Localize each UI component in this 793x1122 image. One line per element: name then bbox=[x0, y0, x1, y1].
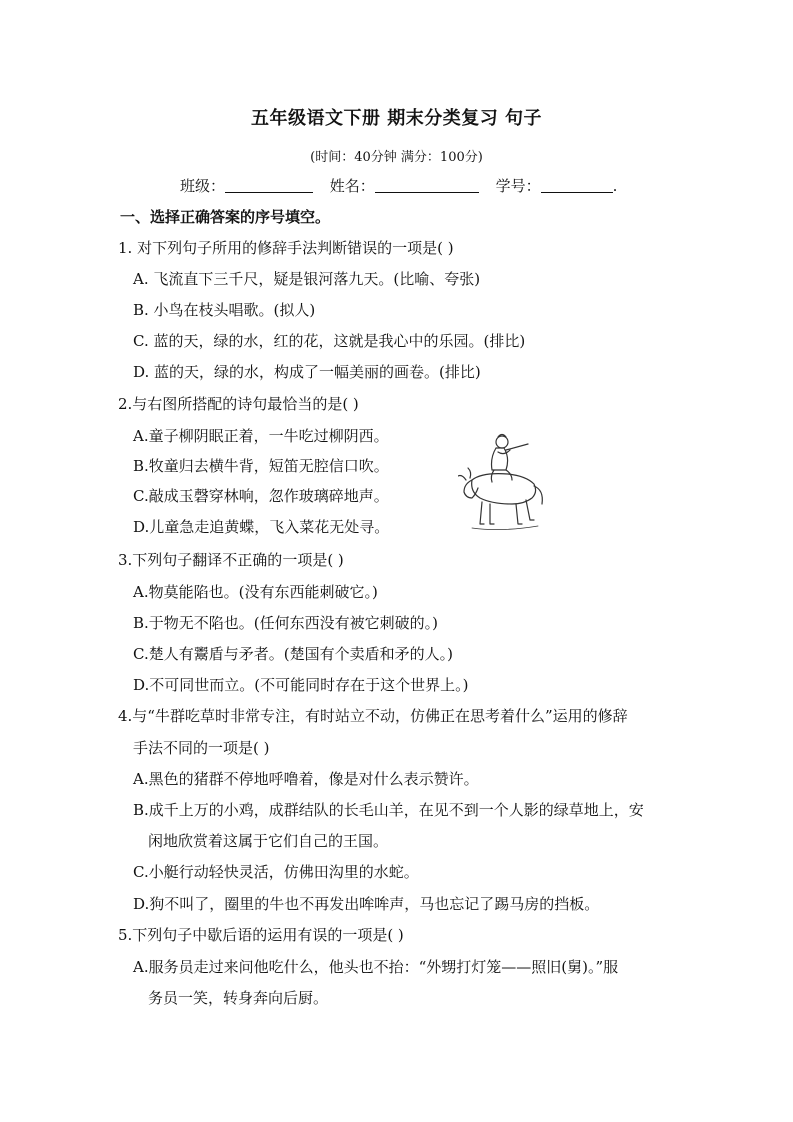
name-blank bbox=[375, 178, 479, 193]
number-blank bbox=[541, 178, 613, 193]
question-1-stem: 1. 对下列句子所用的修辞手法判断错误的一项是( ) bbox=[118, 239, 454, 257]
question-5-option-a-line1: A.服务员走过来问他吃什么，他头也不抬：“外甥打灯笼——照旧(舅)。”服 bbox=[133, 958, 619, 976]
question-4-option-b-line1: B.成千上万的小鸡，成群结队的长毛山羊，在见不到一个人影的绿草地上，安 bbox=[133, 801, 644, 819]
question-2-option-d: D.儿童急走追黄蝶，飞入菜花无处寻。 bbox=[133, 518, 390, 536]
question-3-option-c: C.楚人有鬻盾与矛者。(楚国有个卖盾和矛的人。) bbox=[133, 645, 453, 663]
question-4-option-c: C.小艇行动轻快灵活，仿佛田沟里的水蛇。 bbox=[133, 863, 419, 881]
question-4-option-d: D.狗不叫了，圈里的牛也不再发出哞哞声，马也忘记了踢马房的挡板。 bbox=[133, 895, 600, 913]
question-1-option-b: B. 小鸟在枝头唱歌。(拟人) bbox=[133, 301, 316, 319]
page-title: 五年级语文下册 期末分类复习 句子 bbox=[250, 108, 543, 129]
number-label: 学号： bbox=[495, 177, 541, 195]
class-label: 班级： bbox=[180, 177, 226, 195]
name-label: 姓名： bbox=[329, 177, 375, 195]
question-3-stem: 3.下列句子翻译不正确的一项是( ) bbox=[118, 551, 344, 569]
question-4-stem-line1: 4.与“牛群吃草时非常专注，有时站立不动，仿佛正在思考着什么”运用的修辞 bbox=[118, 707, 628, 725]
boy-on-ox-icon bbox=[458, 428, 548, 534]
question-4-option-b-line2: 闲地欣赏着这属于它们自己的王国。 bbox=[148, 832, 389, 850]
question-5-stem: 5.下列句子中歇后语的运用有误的一项是( ) bbox=[118, 926, 404, 944]
question-2-option-c: C.敲成玉磬穿林响，忽作玻璃碎地声。 bbox=[133, 487, 389, 505]
question-4-stem-line2: 手法不同的一项是( ) bbox=[133, 739, 270, 757]
question-3-option-b: B.于物无不陷也。(任何东西没有被它刺破的。) bbox=[133, 614, 438, 632]
question-1-option-c: C. 蓝的天，绿的水，红的花，这就是我心中的乐园。(排比) bbox=[133, 332, 526, 350]
question-5-option-a-line2: 务员一笑，转身奔向后厨。 bbox=[148, 989, 329, 1007]
question-2-stem: 2.与右图所搭配的诗句最恰当的是( ) bbox=[118, 395, 359, 413]
class-blank bbox=[225, 178, 313, 193]
question-4-option-a: A.黑色的猪群不停地呼噜着，像是对什么表示赞许。 bbox=[133, 770, 479, 788]
question-2-option-a: A.童子柳阴眠正着，一牛吃过柳阴西。 bbox=[133, 427, 389, 445]
section-heading: 一、选择正确答案的序号填空。 bbox=[120, 208, 331, 226]
question-2-option-b: B.牧童归去横牛背，短笛无腔信口吹。 bbox=[133, 457, 389, 475]
question-3-option-a: A.物莫能陷也。(没有东西能刺破它。) bbox=[133, 583, 378, 601]
student-info-row bbox=[180, 175, 617, 196]
end-mark: . bbox=[612, 177, 618, 195]
question-1-option-a: A. 飞流直下三千尺，疑是银河落九天。(比喻、夸张) bbox=[133, 270, 481, 288]
question-1-option-d: D. 蓝的天，绿的水，构成了一幅美丽的画卷。(排比) bbox=[133, 363, 481, 381]
question-3-option-d: D.不可同世而立。(不可能同时存在于这个世界上。) bbox=[133, 676, 469, 694]
time-score-info: (时间：40分钟 满分：100分) bbox=[310, 150, 483, 165]
